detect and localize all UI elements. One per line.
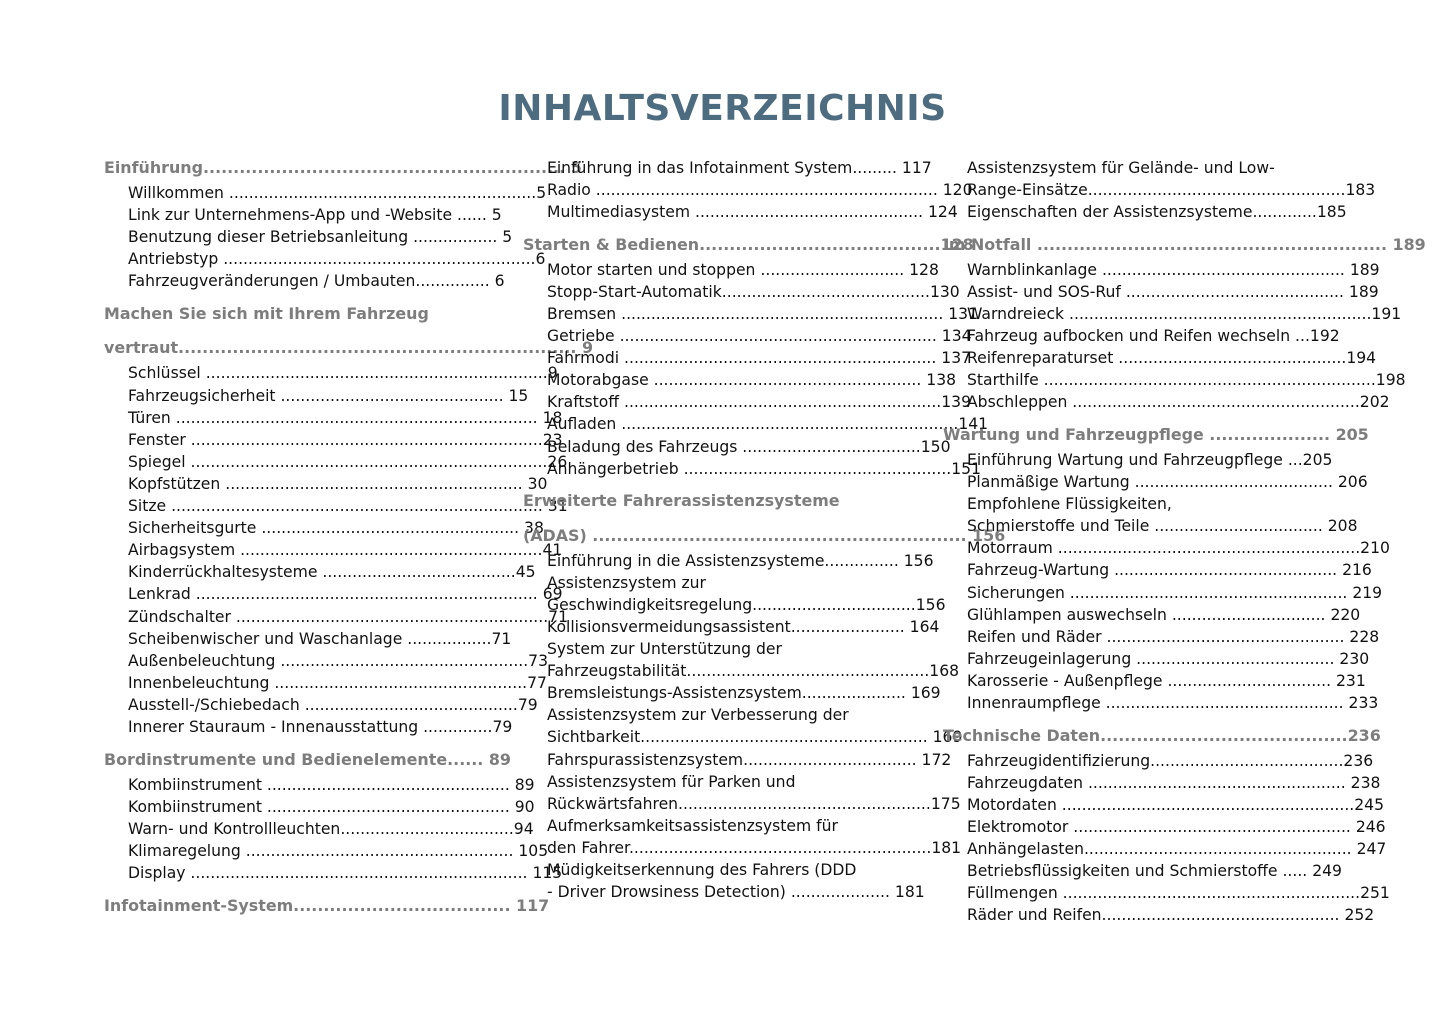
toc-entry: Fahrzeugidentifizierung.......................................236 <box>967 751 1374 770</box>
toc-entry: Starthilfe ...................................................................198 <box>967 371 1406 390</box>
toc-entry: - Driver Drowsiness Detection) .................... 181 <box>547 883 925 902</box>
toc-entry: Fahrspurassistenzsystem................................... 172 <box>547 750 952 769</box>
toc-entry: Spiegel ........................................................................26 <box>128 452 568 471</box>
toc-entry: Fenster .......................................................................23 <box>128 430 563 449</box>
toc-entry: Radio ..................................................................... 120 <box>547 181 973 200</box>
toc-entry: System zur Unterstützung der <box>547 640 782 659</box>
toc-entry: Räder und Reifen................................................ 252 <box>967 906 1375 925</box>
toc-entry: Kopfstützen ............................................................ 30 <box>128 474 548 493</box>
toc-section-heading: Wartung und Fahrzeugpflege .................... 205 <box>943 424 1369 444</box>
toc-entry: Sicherungen ........................................................ 219 <box>967 583 1383 602</box>
toc-entry: Beladung des Fahrzeugs ....................................150 <box>547 437 951 456</box>
toc-entry: Fahrzeug aufbocken und Reifen wechseln ...192 <box>967 327 1340 346</box>
toc-entry: Einführung Wartung und Fahrzeugpflege ...205 <box>967 450 1333 469</box>
toc-entry: Elektromotor ........................................................ 246 <box>967 817 1386 836</box>
toc-entry: Fahrzeugeinlagerung ........................................ 230 <box>967 649 1370 668</box>
toc-entry: Innerer Stauraum - Innenausstattung ..............79 <box>128 717 513 736</box>
toc-section-heading: Bordinstrumente und Bedienelemente...... 89 <box>104 749 511 769</box>
toc-entry: Rückwärtsfahren...................................................175 <box>547 794 961 813</box>
toc-entry: Karosserie - Außenpflege ................................. 231 <box>967 671 1366 690</box>
toc-column-2 <box>523 157 1006 903</box>
toc-entry: Türen ......................................................................... 18 <box>128 408 563 427</box>
toc-entry: Reifen und Räder ................................................ 228 <box>967 627 1380 646</box>
toc-entry: Display .................................................................... 115 <box>128 863 563 882</box>
toc-entry: Bremsen ................................................................. 131 <box>547 304 979 323</box>
toc-entry: Scheibenwischer und Waschanlage .................71 <box>128 629 512 648</box>
toc-entry: Fahrzeugstabilität.................................................168 <box>547 662 960 681</box>
toc-entry: Kinderrückhaltesysteme .......................................45 <box>128 563 536 582</box>
toc-entry: Aufladen ....................................................................141 <box>547 415 989 434</box>
toc-section-heading: Im Notfall .......................................................... 189 <box>943 234 1426 254</box>
toc-entry: Schlüssel .....................................................................9 <box>128 364 558 383</box>
toc-entry: Sichtbarkeit.......................................................... 169 <box>547 728 963 747</box>
toc-entry: Warnblinkanlage ................................................. 189 <box>967 260 1380 279</box>
toc-entry: Außenbeleuchtung ..................................................73 <box>128 651 549 670</box>
toc-entry: Kombiinstrument ................................................. 90 <box>128 797 535 816</box>
toc-entry: Innenbeleuchtung ...................................................77 <box>128 673 547 692</box>
toc-entry: Motor starten und stoppen ............................. 128 <box>547 260 939 279</box>
toc-entry: Sitze ........................................................................... 31 <box>128 497 568 516</box>
toc-entry: Range-Einsätze....................................................183 <box>967 181 1376 200</box>
toc-entry: Anhängelasten...................................................... 247 <box>967 839 1387 858</box>
toc-section-heading: Starten & Bedienen........................................128 <box>523 234 974 254</box>
toc-entry: Kraftstoff ................................................................139 <box>547 393 972 412</box>
toc-entry: Assist- und SOS-Ruf ............................................ 189 <box>967 282 1379 301</box>
toc-entry: Empfohlene Flüssigkeiten, <box>967 495 1172 514</box>
toc-section-heading: (ADAS) .............................................................. 156 <box>523 525 1006 545</box>
toc-entry: Klimaregelung ...................................................... 105 <box>128 841 549 860</box>
toc-entry: Fahrmodi ............................................................... 137 <box>547 349 972 368</box>
toc-entry: Assistenzsystem für Parken und <box>547 772 796 791</box>
toc-section-heading: vertraut.................................................................. 9 <box>104 338 594 358</box>
toc-section-heading: Infotainment-System.................................... 117 <box>104 895 550 915</box>
toc-entry: Einführung in die Assistenzsysteme............... 156 <box>547 551 934 570</box>
toc-entry: Betriebsflüssigkeiten und Schmierstoffe ..... 249 <box>967 862 1342 881</box>
toc-entry: Kollisionsvermeidungsassistent....................... 164 <box>547 618 940 636</box>
toc-entry: Eigenschaften der Assistenzsysteme.............185 <box>967 203 1347 222</box>
toc-entry: Kombiinstrument ................................................. 89 <box>128 775 535 794</box>
toc-entry: Willkommen ..............................................................5 <box>128 184 547 202</box>
toc-entry: den Fahrer.............................................................181 <box>547 838 962 857</box>
toc-entry: Assistenzsystem für Gelände- und Low- <box>967 159 1275 177</box>
toc-entry: Reifenreparaturset ..............................................194 <box>967 349 1377 368</box>
toc-entry: Benutzung dieser Betriebsanleitung ................. 5 <box>128 228 513 247</box>
toc-entry: Geschwindigkeitsregelung.................................156 <box>547 595 946 614</box>
toc-entry: Link zur Unternehmens-App und -Website ...... 5 <box>128 206 502 225</box>
toc-entry: Innenraumpflege ................................................ 233 <box>967 693 1379 712</box>
toc-entry: Abschleppen ..........................................................202 <box>967 393 1390 412</box>
toc-entry: Motordaten ...........................................................245 <box>967 795 1385 814</box>
toc-entry: Stopp-Start-Automatik..........................................130 <box>547 282 960 301</box>
toc-entry: Motorraum .............................................................210 <box>967 539 1390 558</box>
toc-entry: Lenkrad ..................................................................... 69 <box>128 585 563 604</box>
toc-entry: Einführung in das Infotainment System......... 117 <box>547 159 932 177</box>
toc-section-heading: Einführung............................................................ 5 <box>104 158 582 177</box>
toc-entry: Ausstell-/Schiebedach ...........................................79 <box>128 695 538 714</box>
toc-entry: Füllmengen ............................................................251 <box>967 884 1390 903</box>
toc-entry: Fahrzeugdaten .................................................... 238 <box>967 773 1381 792</box>
toc-section-heading: Machen Sie sich mit Ihrem Fahrzeug <box>104 303 429 323</box>
toc-section-heading: Erweiterte Fahrerassistenzsysteme <box>523 491 840 511</box>
toc-entry: Assistenzsystem zur Verbesserung der <box>547 706 849 725</box>
toc-entry: Aufmerksamkeitsassistenzsystem für <box>547 816 838 835</box>
toc-entry: Glühlampen auswechseln ............................... 220 <box>967 605 1361 624</box>
toc-entry: Müdigkeitserkennung des Fahrers (DDD <box>547 861 857 880</box>
toc-entry: Bremsleistungs-Assistenzsystem..................... 169 <box>547 684 941 703</box>
toc-section-heading: Technische Daten.........................................236 <box>943 725 1381 745</box>
toc-entry: Warn- und Kontrollleuchten...................................94 <box>128 819 534 838</box>
toc-entry: Airbagsystem .............................................................41 <box>128 541 563 560</box>
toc-column-1 <box>104 157 594 917</box>
toc-column-3 <box>943 157 1426 926</box>
toc-entry: Schmierstoffe und Teile .................................. 208 <box>967 517 1358 536</box>
toc-entry: Antriebstyp ...............................................................6 <box>128 250 546 269</box>
toc-entry: Warndreieck .............................................................191 <box>967 304 1402 323</box>
toc-entry: Fahrzeugveränderungen / Umbauten............... 6 <box>128 272 505 291</box>
toc-entry: Zündschalter ...............................................................71 <box>128 607 569 626</box>
toc-entry: Assistenzsystem zur <box>547 573 706 592</box>
toc-entry: Fahrzeug-Wartung ............................................. 216 <box>967 561 1372 580</box>
toc-entry: Sicherheitsgurte .................................................... 38 <box>128 519 544 538</box>
toc-entry: Fahrzeugsicherheit ............................................. 15 <box>128 386 529 405</box>
toc-entry: Anhängerbetrieb ......................................................151 <box>547 459 982 478</box>
toc-entry: Multimediasystem .............................................. 124 <box>547 203 958 222</box>
toc-entry: Planmäßige Wartung ........................................ 206 <box>967 473 1368 492</box>
page-title: INHALTSVERZEICHNIS <box>498 88 947 129</box>
toc-entry: Getriebe ................................................................ 134 <box>547 327 972 346</box>
toc-entry: Motorabgase ...................................................... 138 <box>547 371 957 390</box>
